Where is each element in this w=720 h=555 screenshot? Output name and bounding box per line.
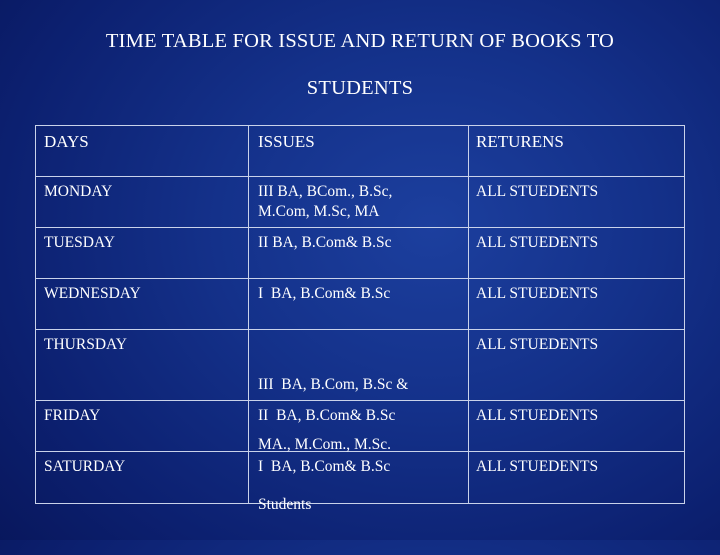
header-issues: ISSUES: [258, 132, 315, 151]
table-cell-issues: II BA, B.Com& B.Sc: [258, 407, 396, 424]
table-cell-issues: I BA, B.Com& B.Sc: [258, 458, 391, 475]
table-cell-returns: ALL STUEDENTS: [476, 183, 599, 200]
table-cell-returns: ALL STUEDENTS: [476, 234, 599, 251]
row-divider: [36, 278, 684, 279]
table-cell-day: TUESDAY: [44, 234, 115, 251]
table-cell-returns: ALL STUEDENTS: [476, 458, 599, 475]
column-divider: [248, 126, 249, 503]
table-cell-issues: [258, 335, 408, 555]
issues-line: Students: [258, 496, 312, 513]
table-cell-issues: [258, 182, 392, 222]
table-cell-returns: ALL STUEDENTS: [476, 285, 599, 302]
table-cell-day: MONDAY: [44, 183, 113, 200]
issues-line: MA., M.Com., M.Sc.: [258, 436, 392, 453]
table-cell-day: FRIDAY: [44, 407, 101, 424]
table-cell-returns: ALL STUEDENTS: [476, 336, 599, 353]
page-title-line-1: TIME TABLE FOR ISSUE AND RETURN OF BOOKS TO: [105, 30, 615, 52]
table-cell-issues: II BA, B.Com& B.Sc: [258, 234, 392, 251]
issues-line: III BA, B.Com, B.Sc &: [258, 376, 409, 393]
timetable-table: [35, 125, 685, 513]
table-cell-day: THURSDAY: [44, 336, 127, 353]
table-cell-day: WEDNESDAY: [44, 285, 141, 302]
table-cell-day: SATURDAY: [44, 458, 126, 475]
header-returns: RETURENS: [476, 132, 564, 151]
issues-line: III BA, BCom., B.Sc,: [258, 183, 393, 200]
header-days: DAYS: [44, 132, 89, 151]
row-divider: [36, 227, 684, 228]
row-divider: [36, 176, 684, 177]
column-divider: [468, 126, 469, 503]
table-cell-returns: ALL STUEDENTS: [476, 407, 599, 424]
row-divider: [36, 329, 684, 330]
issues-line: M.Com, M.Sc, MA: [258, 203, 380, 220]
page-title-line-2: STUDENTS: [306, 77, 414, 99]
table-cell-issues: I BA, B.Com& B.Sc: [258, 285, 391, 302]
